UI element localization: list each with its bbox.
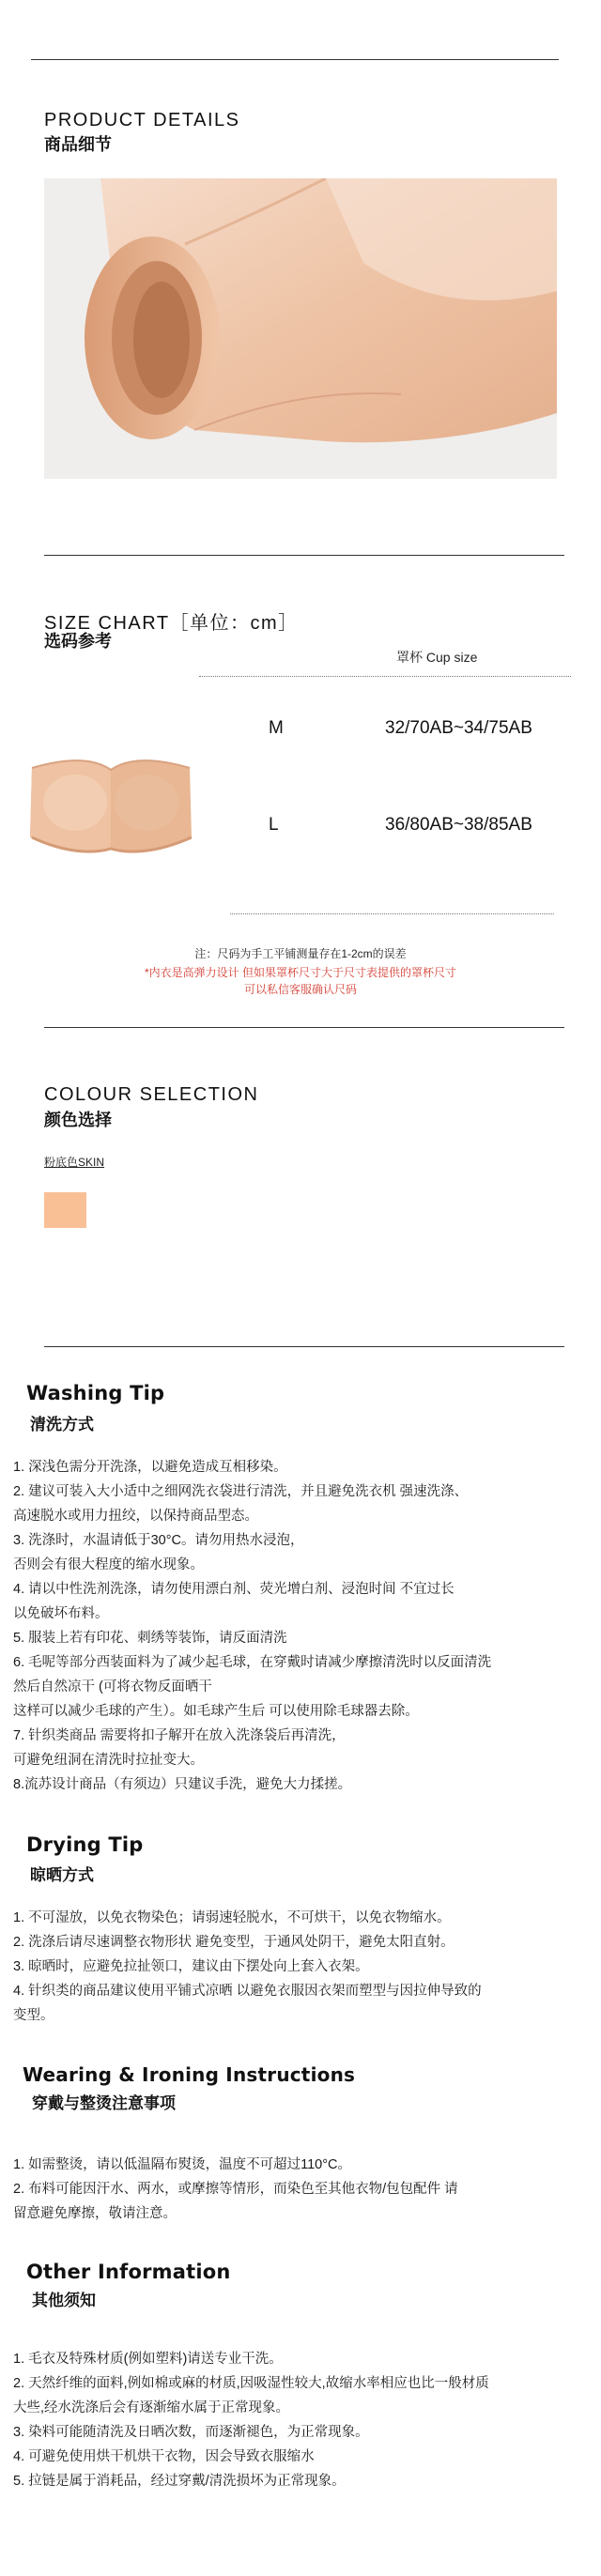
colour-selection-title: COLOUR SELECTION bbox=[44, 1084, 259, 1105]
washing-line: 2. 建议可装入大小适中之细网洗衣袋进行清洗，并且避免洗衣机 强速洗涤、 bbox=[13, 1484, 469, 1499]
colour-option-label[interactable]: 粉底色SKIN bbox=[44, 1156, 105, 1169]
divider-product bbox=[44, 555, 564, 556]
washing-line: 可避免纽洞在清洗时拉扯变大。 bbox=[13, 1753, 204, 1768]
size-chart-title: SIZE CHART［单位：cm］ bbox=[44, 613, 299, 634]
drying-line: 2. 洗涤后请尽速调整衣物形状 避免变型，于通风处阴干，避免太阳直射。 bbox=[13, 1935, 455, 1950]
size-row-l-value: 36/80AB~38/85AB bbox=[385, 815, 532, 835]
other-line: 大些,经水洗涤后会有逐渐缩水属于正常现象。 bbox=[13, 2400, 290, 2415]
washing-line: 这样可以减少毛球的产生）。如毛球产生后 可以使用除毛球器去除。 bbox=[13, 1704, 419, 1719]
drying-line: 变型。 bbox=[13, 2008, 54, 2023]
product-details-subtitle: 商品细节 bbox=[44, 135, 112, 154]
washing-tip-text bbox=[13, 1455, 588, 1797]
size-chart-note: 注：尺码为手工平铺测量存在1-2cm的误差 bbox=[194, 947, 407, 960]
washing-line: 以免破坏布料。 bbox=[13, 1606, 109, 1621]
drying-line: 1. 不可湿放，以免衣物染色；请弱速轻脱水，不可烘干，以免衣物缩水。 bbox=[13, 1910, 451, 1925]
divider-top bbox=[31, 59, 559, 60]
wearing-ironing-subtitle: 穿戴与整烫注意事项 bbox=[32, 2094, 176, 2112]
other-info-text bbox=[13, 2347, 588, 2493]
washing-line: 3. 洗涤时，水温请低于30°C。请勿用热水浸泡， bbox=[13, 1533, 304, 1548]
other-line: 1. 毛衣及特殊材质(例如塑料)请送专业干洗。 bbox=[13, 2352, 283, 2367]
wearing-line: 留意避免摩擦，敬请注意。 bbox=[13, 2206, 177, 2221]
wearing-line: 2. 布料可能因汗水、两水，或摩擦等情形，而染色至其他衣物/包包配件 请 bbox=[13, 2182, 458, 2197]
washing-line: 然后自然凉干 (可将衣物反面晒干 bbox=[13, 1679, 212, 1694]
size-chart-header-rule bbox=[199, 676, 571, 677]
washing-line: 1. 深浅色需分开洗涤，以避免造成互相移染。 bbox=[13, 1460, 287, 1475]
size-row-l-size: L bbox=[269, 815, 279, 835]
other-info-title: Other Information bbox=[26, 2261, 231, 2283]
size-chart-warning-2: 可以私信客服确认尺码 bbox=[243, 983, 357, 996]
washing-line: 4. 请以中性洗剂洗涤，请勿使用漂白剂、荧光增白剂、浸泡时间 不宜过长 bbox=[13, 1582, 455, 1597]
wearing-line: 1. 如需整烫，请以低温隔布熨烫，温度不可超过110°C。 bbox=[13, 2157, 352, 2172]
washing-tip-title: Washing Tip bbox=[26, 1382, 165, 1404]
washing-line: 否则会有很大程度的缩水现象。 bbox=[13, 1557, 204, 1572]
other-info-subtitle: 其他须知 bbox=[32, 2292, 96, 2309]
size-chart-subtitle: 选码参考 bbox=[44, 632, 112, 651]
drying-tip-text bbox=[13, 1906, 588, 2028]
other-line: 2. 天然纤维的面料,例如棉或麻的材质,因吸湿性较大,故缩水率相应也比一般材质 bbox=[13, 2376, 489, 2391]
size-row-m-size: M bbox=[269, 718, 284, 738]
other-line: 3. 染料可能随清洗及日晒次数，而逐渐褪色，为正常现象。 bbox=[13, 2425, 369, 2440]
product-details-title: PRODUCT DETAILS bbox=[44, 110, 240, 130]
colour-selection-subtitle: 颜色选择 bbox=[44, 1111, 112, 1129]
washing-line: 8.流苏设计商品（有须边）只建议手洗，避免大力揉搓。 bbox=[13, 1777, 352, 1792]
divider-colour bbox=[44, 1346, 564, 1347]
washing-line: 高速脱水或用力扭绞，以保持商品型态。 bbox=[13, 1509, 258, 1524]
washing-line: 6. 毛呢等部分西装面料为了减少起毛球，在穿戴时请减少摩擦清洗时以反面清洗 bbox=[13, 1655, 492, 1670]
product-detail-image bbox=[44, 178, 557, 479]
other-line: 5. 拉链是属于消耗品，经过穿戴/清洗损坏为正常现象。 bbox=[13, 2474, 346, 2489]
drying-tip-title: Drying Tip bbox=[26, 1833, 144, 1856]
washing-tip-subtitle: 清洗方式 bbox=[30, 1416, 94, 1434]
washing-line: 5. 服装上若有印花、刺绣等装饰，请反面清洗 bbox=[13, 1631, 287, 1646]
other-line: 4. 可避免使用烘干机烘干衣物，因会导致衣服缩水 bbox=[13, 2449, 315, 2464]
drying-tip-subtitle: 晾晒方式 bbox=[30, 1866, 94, 1884]
drying-line: 3. 晾晒时，应避免拉扯领口，建议由下摆处向上套入衣架。 bbox=[13, 1959, 369, 1974]
wearing-ironing-text bbox=[13, 2153, 588, 2226]
washing-line: 7. 针织类商品 需要将扣子解开在放入洗涤袋后再清洗， bbox=[13, 1728, 346, 1743]
size-chart-column-header: 罩杯 Cup size bbox=[396, 650, 478, 665]
wearing-ironing-title: Wearing & Ironing Instructions bbox=[23, 2063, 356, 2086]
drying-line: 4. 针织类的商品建议使用平铺式凉晒 以避免衣服因衣架而塑型与因拉伸导致的 bbox=[13, 1984, 482, 1999]
divider-size bbox=[44, 1027, 564, 1028]
size-chart-bottom-rule bbox=[230, 913, 554, 914]
bra-product-image bbox=[26, 751, 195, 864]
colour-swatch-skin[interactable] bbox=[44, 1192, 86, 1228]
size-row-m-value: 32/70AB~34/75AB bbox=[385, 718, 532, 738]
size-chart-warning-1: *内衣是高弹力设计 但如果罩杯尺寸大于尺寸表提供的罩杯尺寸 bbox=[144, 966, 456, 979]
